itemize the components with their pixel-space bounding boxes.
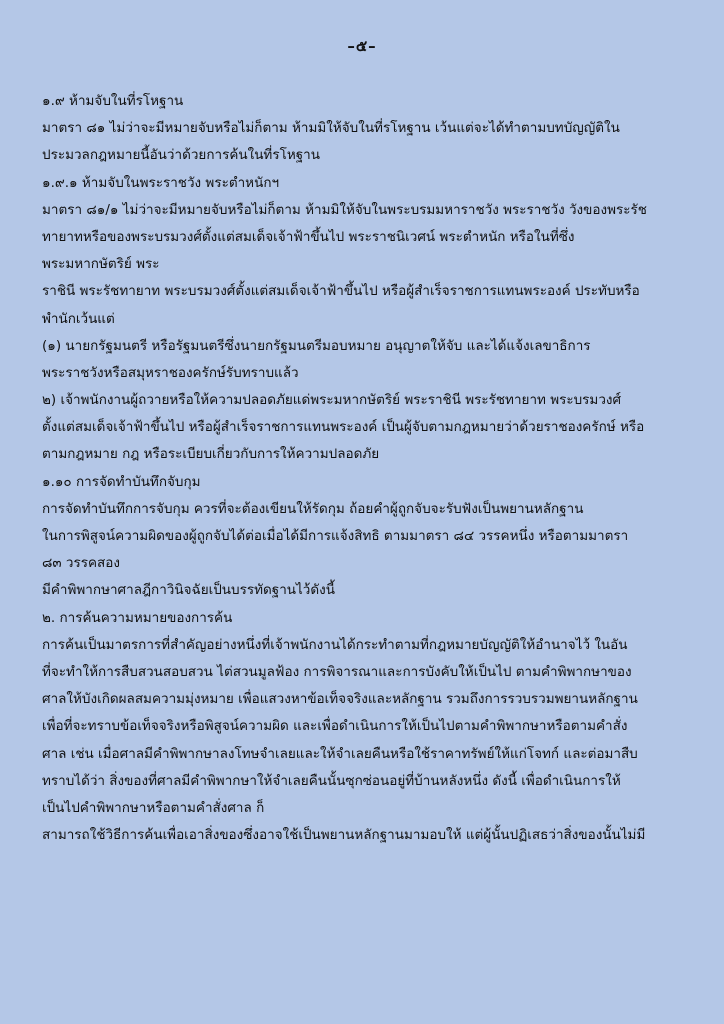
text-line: ที่จะทำให้การสืบสวนสอบสวน ไต่สวนมูลฟ้อง การพิจารณาและการบังคับให้เป็นไป ตามคำพิพากษาของ [42,663,632,680]
text-line: พำนักเว้นแต่ [42,310,115,327]
text-line: ตามกฎหมาย กฎ หรือระเบียบเกี่ยวกับการให้ความปลอดภัย [42,446,380,463]
text-line: มาตรา ๘๑ ไม่ว่าจะมีหมายจับหรือไม่ก็ตาม ห้ามมิให้จับในที่รโหฐาน เว้นแต่จะได้ทำตามบทบัญญัติใน [42,120,620,137]
text-line: เพื่อที่จะทราบข้อเท็จจริงหรือพิสูจน์ความผิด และเพื่อดำเนินการให้เป็นไปตามคำพิพากษาหรือตามคำสั่ง [42,718,628,735]
text-line: ๒) เจ้าพนักงานผู้ถวายหรือให้ความปลอดภัยแด่พระมหากษัตริย์ พระราชินี พระรัชทายาท พระบรมวงศ์ [42,392,622,409]
text-line: ในการพิสูจน์ความผิดของผู้ถูกจับได้ต่อเมื่อได้มีการแจ้งสิทธิ ตามมาตรา ๘๔ วรรคหนึ่ง หรือตามมาตรา [42,528,629,544]
text-line: ๑.๙ ห้ามจับในที่รโหฐาน [42,93,184,109]
text-line: ทายาทหรือของพระบรมวงศ์ตั้งแต่สมเด็จเจ้าฟ้าขึ้นไป พระราชนิเวศน์ พระตำหนัก หรือในที่ซึ่ง [42,228,575,245]
text-line: ๒. การค้นความหมายของการค้น [42,609,233,626]
text-line: มาตรา ๘๑/๑ ไม่ว่าจะมีหมายจับหรือไม่ก็ตาม ห้ามมิให้จับในพระบรมมหาราชวัง พระราชวัง วังของพระรัช [42,201,647,218]
text-line: (๑) นายกรัฐมนตรี หรือรัฐมนตรีซึ่งนายกรัฐมนตรีมอบหมาย อนุญาตให้จับ และได้แจ้งเลขาธิการ [42,337,591,354]
page-number: –๕– [347,37,377,55]
text-line: สามารถใช้วิธีการค้นเพื่อเอาสิ่งของซึ่งอาจใช้เป็นพยานหลักฐานมามอบให้ แต่ผู้นั้นปฏิเสธว่าสิ่งของนั้นไม่มี [42,827,646,844]
text-line: ๘๓ วรรคสอง [42,555,120,572]
text-line: ๑.๙.๑ ห้ามจับในพระราชวัง พระตำหนักฯ [42,174,280,191]
text-line: พระมหากษัตริย์ พระ [42,256,160,273]
text-line: ประมวลกฎหมายนี้อันว่าด้วยการค้นในที่รโหฐาน [42,147,320,164]
text-line: การจัดทำบันทึกการจับกุม ควรที่จะต้องเขียนให้รัดกุม ถ้อยคำผู้ถูกจับจะรับฟังเป็นพยานหลักฐาน [42,500,584,517]
text-line: มีคำพิพากษาศาลฎีกาวินิจฉัยเป็นบรรทัดฐานไว้ดังนี้ [42,582,335,599]
document-body [42,88,688,849]
text-line: เป็นไปคำพิพากษาหรือตามคำสั่งศาล ก็ [42,799,265,816]
text-line: ราชินี พระรัชทายาท พระบรมวงศ์ตั้งแต่สมเด็จเจ้าฟ้าขึ้นไป หรือผู้สำเร็จราชการแทนพระองค์ ประทับหรือ [42,283,640,300]
text-line: พระราชวังหรือสมุหราชองครักษ์รับทราบแล้ว [42,364,299,381]
text-line: ศาลให้บังเกิดผลสมความมุ่งหมาย เพื่อแสวงหาข้อเท็จจริงและหลักฐาน รวมถึงการรวบรวมพยานหลักฐาน [42,691,638,708]
text-line: ทราบได้ว่า สิ่งของที่ศาลมีคำพิพากษาให้จำเลยคืนนั้นซุกซ่อนอยู่ที่บ้านหลังหนึ่ง ดังนี้ เพื่อดำเนินการให้ [42,772,621,789]
text-line: การค้นเป็นมาตรการที่สำคัญอย่างหนึ่งที่เจ้าพนักงานได้กระทำตามที่กฎหมายบัญญัติให้อำนาจไว้ ในอัน [42,636,628,653]
text-line: ศาล เช่น เมื่อศาลมีคำพิพากษาลงโทษจำเลยและให้จำเลยคืนหรือใช้ราคาทรัพย์ให้แก่โจทก์ และต่อมาสืบ [42,745,638,762]
text-line: ๑.๑๐ การจัดทำบันทึกจับกุม [42,473,201,490]
text-line: ตั้งแต่สมเด็จเจ้าฟ้าขึ้นไป หรือผู้สำเร็จราชการแทนพระองค์ เป็นผู้จับตามกฎหมายว่าด้วยราชองครักษ์ หรือ [42,419,645,436]
